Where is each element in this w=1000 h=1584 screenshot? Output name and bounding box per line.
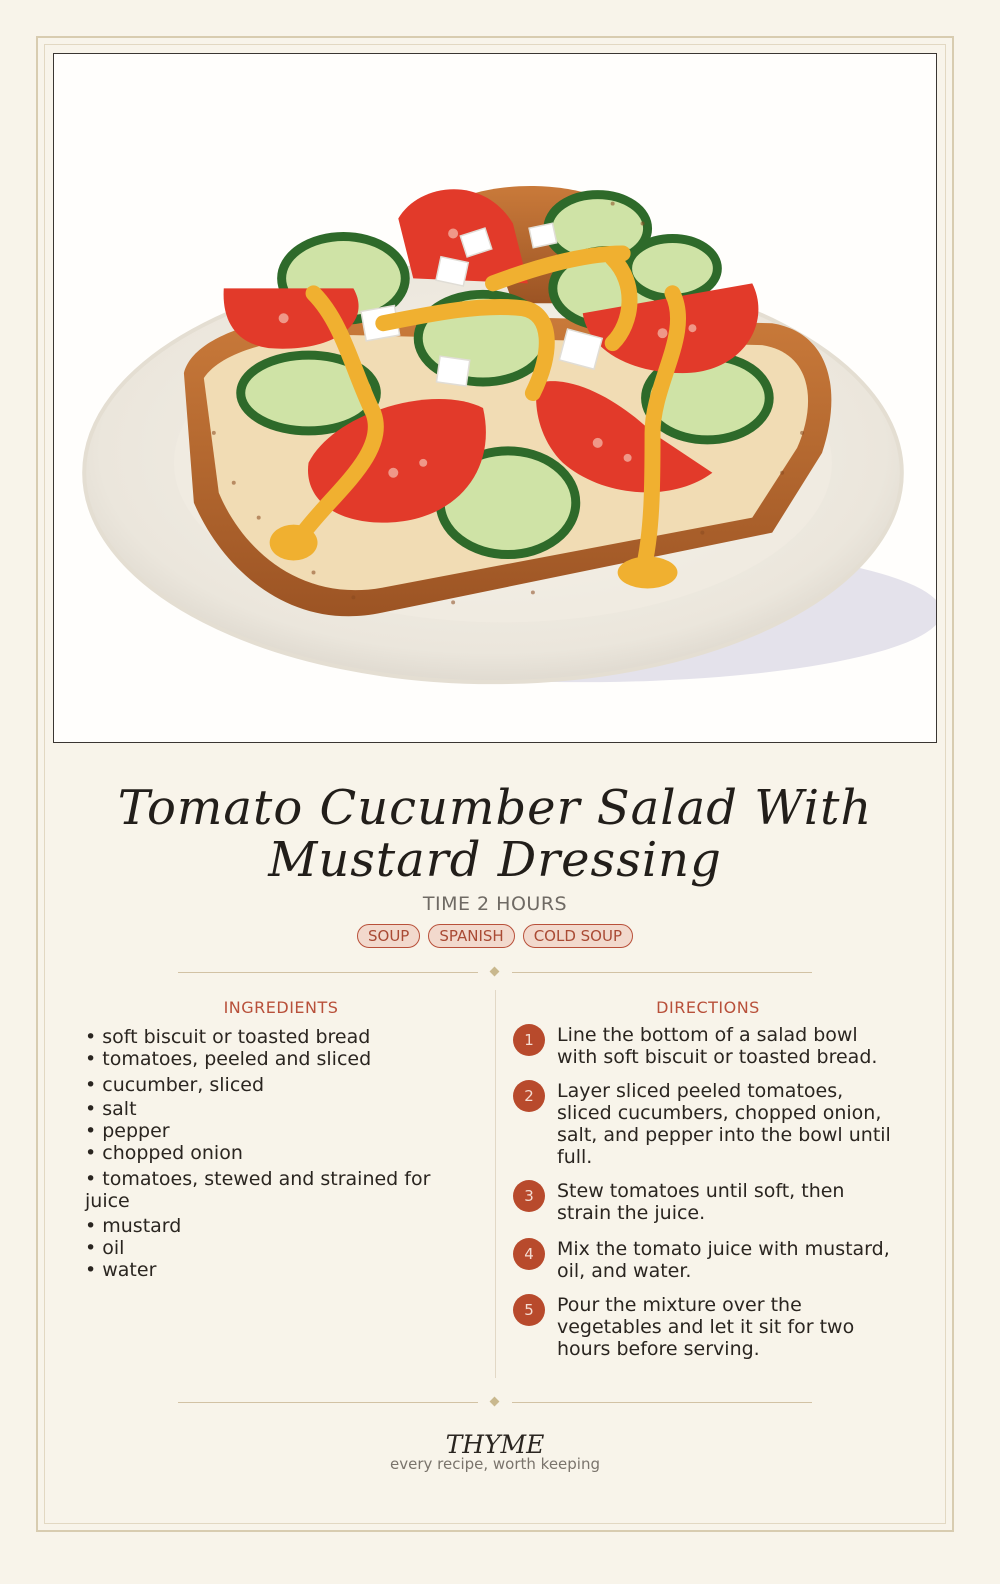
step-number-badge: 5: [513, 1294, 545, 1326]
ingredient-item: • chopped onion: [85, 1142, 243, 1164]
step-number-badge: 2: [513, 1080, 545, 1112]
direction-step: [512, 1080, 902, 1168]
step-text: Line the bottom of a salad bowl with soft biscuit or toasted bread.: [557, 1024, 878, 1068]
ingredient-item: • pepper: [85, 1120, 170, 1142]
ingredient-item: • soft biscuit or toasted bread: [85, 1026, 371, 1048]
column-divider: [495, 990, 496, 1378]
ingredients-list: [85, 1026, 455, 1281]
direction-step: [512, 1024, 902, 1068]
brand-tagline: every recipe, worth keeping: [389, 1455, 600, 1473]
direction-step: [512, 1238, 902, 1282]
directions-heading: DIRECTIONS: [656, 998, 760, 1017]
ingredient-item: • oil: [85, 1237, 125, 1259]
divider-rule: [178, 1402, 478, 1403]
tag-badge: SPANISH: [428, 924, 514, 948]
tag-list: [0, 924, 990, 948]
step-number-badge: 3: [513, 1180, 545, 1212]
divider-rule: [178, 972, 478, 973]
ingredient-item: • cucumber, sliced: [85, 1074, 265, 1096]
tag-badge: COLD SOUP: [523, 924, 633, 948]
tag-badge: SOUP: [357, 924, 420, 948]
step-text: Mix the tomato juice with mustard, oil, and water.: [557, 1238, 890, 1282]
step-text: Layer sliced peeled tomatoes, sliced cucumbers, chopped onion, salt, and pepper into the bowl until full.: [557, 1080, 891, 1168]
recipe-time: TIME 2 HOURS: [422, 893, 568, 915]
step-number-badge: 1: [513, 1024, 545, 1056]
direction-step: [512, 1294, 902, 1360]
step-number-badge: 4: [513, 1238, 545, 1270]
divider-rule: [512, 972, 812, 973]
ingredient-item: • water: [85, 1259, 157, 1281]
step-text: Stew tomatoes until soft, then strain the juice.: [557, 1180, 845, 1224]
ingredients-heading: INGREDIENTS: [223, 998, 339, 1017]
directions-list: [512, 1024, 902, 1360]
recipe-photo: [53, 53, 937, 743]
ingredient-item: • tomatoes, stewed and strained for juice: [85, 1168, 431, 1212]
recipe-title: Tomato Cucumber Salad With Mustard Dressing: [117, 780, 873, 888]
brand-logo: THYME: [445, 1430, 545, 1459]
divider-rule: [512, 1402, 812, 1403]
ingredient-item: • salt: [85, 1098, 137, 1120]
step-text: Pour the mixture over the vegetables and let it sit for two hours before serving.: [557, 1294, 855, 1360]
direction-step: [512, 1180, 902, 1224]
ingredient-item: • mustard: [85, 1215, 182, 1237]
ingredient-item: • tomatoes, peeled and sliced: [85, 1048, 372, 1070]
